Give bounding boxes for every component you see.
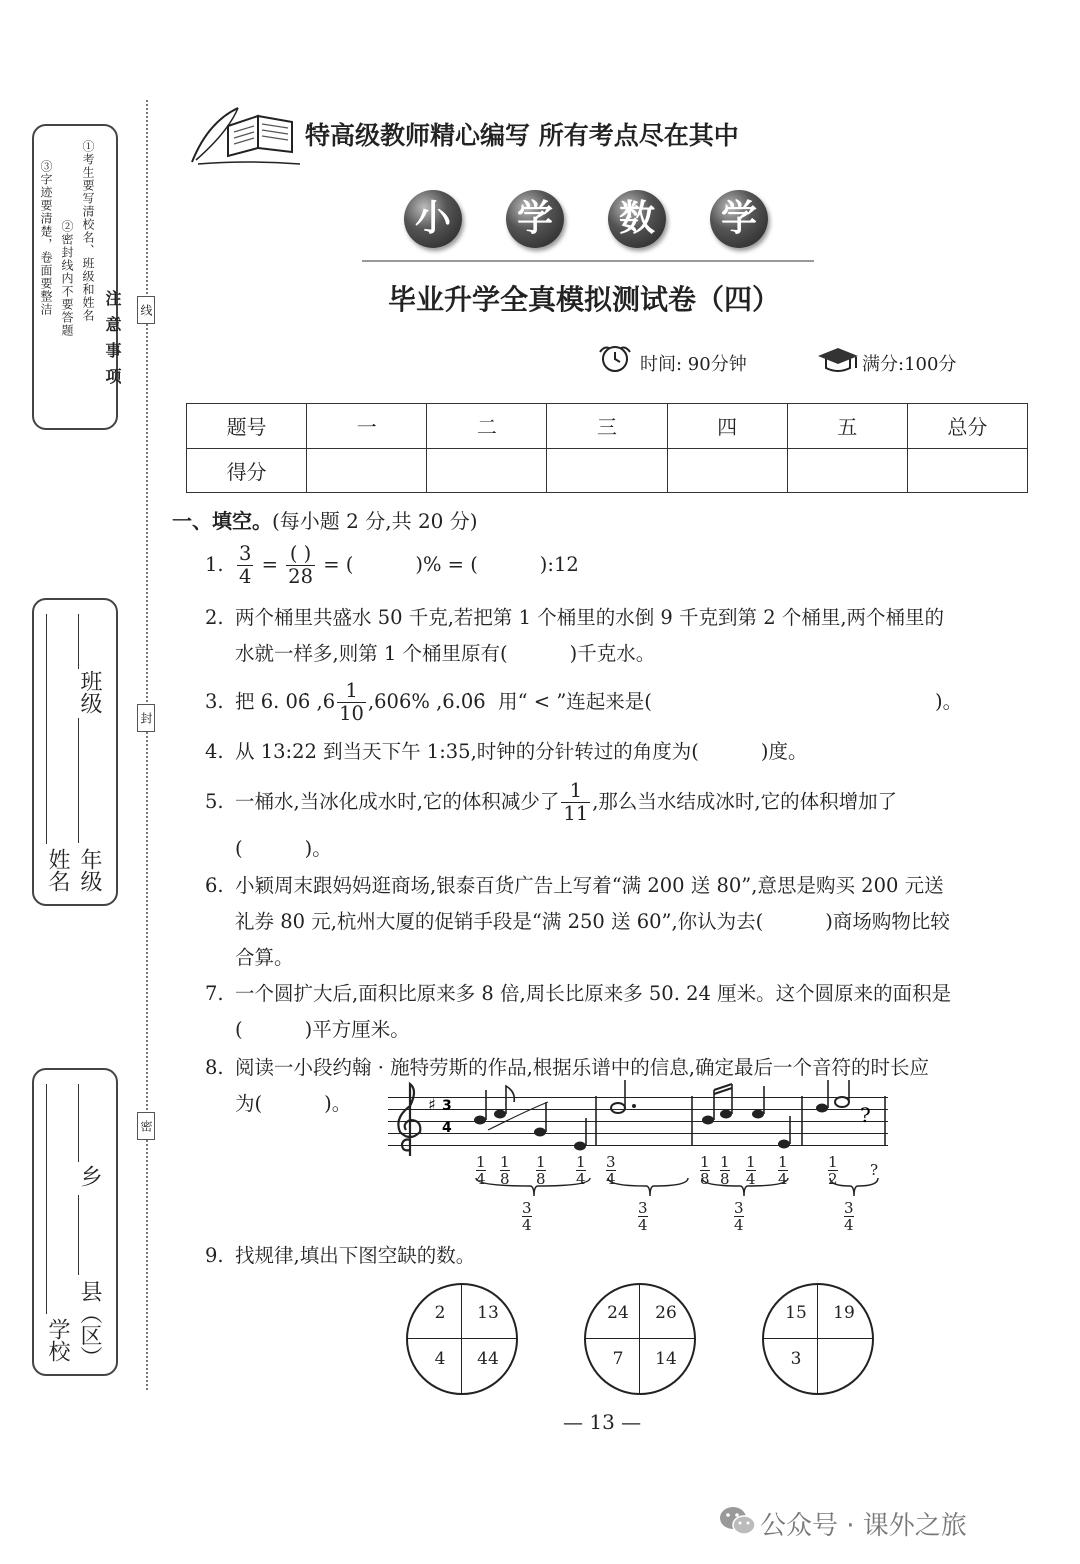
question-text: 找规律,填出下图空缺的数。	[235, 1244, 476, 1267]
circle-cell: 26	[655, 1303, 677, 1323]
equals-sign: =	[261, 553, 278, 576]
exam-full-score: 满分:100分	[862, 354, 957, 375]
question-text: 一个圆扩大后,面积比原来多 8 倍,周长比原来多 50. 24 厘米。这个圆原来的面积是	[235, 982, 952, 1005]
grade-label: 年级	[77, 848, 102, 892]
score-table-header-row	[187, 404, 1028, 449]
circle-cell: 2	[434, 1303, 446, 1323]
question-3	[205, 680, 1045, 725]
circle-cell: 13	[477, 1303, 499, 1323]
measure-total: 3 4	[844, 1199, 854, 1234]
circle-cell: 7	[612, 1349, 624, 1369]
score-table	[186, 403, 1028, 493]
class-field[interactable]	[78, 614, 79, 669]
seal-line	[146, 100, 148, 1390]
svg-text:4: 4	[442, 1120, 452, 1136]
question-text: 合算。	[235, 946, 294, 969]
note-duration: 1 4	[476, 1153, 486, 1188]
measure-total: 3 4	[638, 1199, 648, 1234]
subject-char-3: 数	[608, 190, 666, 248]
score-header-cell: 总分	[907, 404, 1027, 449]
question-number: 9.	[205, 1244, 224, 1267]
score-cell[interactable]	[307, 448, 427, 493]
seal-mark-xian: 线	[137, 296, 155, 324]
question-text: 两个桶里共盛水 50 千克,若把第 1 个桶里的水倒 9 千克到第 2 个桶里,两个桶里的	[235, 606, 945, 629]
exam-title: 毕业升学全真模拟测试卷（四）	[388, 283, 781, 316]
wechat-icon	[718, 1504, 758, 1538]
score-header-cell: 四	[667, 404, 787, 449]
notice-label: 注意事项	[103, 290, 122, 394]
fraction: $\frac{1}{11}$	[563, 779, 589, 825]
score-header-cell: 题号	[187, 404, 307, 449]
note-duration: 1 8	[700, 1153, 710, 1188]
score-header-cell: 一	[307, 404, 427, 449]
notice-item-2: ②密封线内不要答题	[60, 220, 74, 337]
score-cell[interactable]	[907, 448, 1027, 493]
circle-cell: 3	[790, 1349, 802, 1369]
circle-cell: 4	[434, 1349, 446, 1369]
county-school-box	[32, 1068, 118, 1376]
question-1-rest: = ( )% = ( ):12	[323, 553, 579, 576]
note-duration: 1 4	[778, 1153, 788, 1188]
score-header-cell: 三	[547, 404, 667, 449]
question-text: 水就一样多,则第 1 个桶里原有( )千克水。	[235, 642, 656, 665]
note-duration: 3 4	[606, 1153, 616, 1188]
question-text: ,那么当水结成冰时,它的体积增加了	[592, 790, 898, 813]
measure-total: 3 4	[734, 1199, 744, 1234]
graduation-cap-icon	[816, 346, 860, 374]
township-label: 乡	[77, 1165, 102, 1187]
question-5	[205, 780, 1045, 867]
score-header-cell: 二	[427, 404, 547, 449]
note-duration-unknown: ?	[870, 1161, 879, 1179]
seal-mark-feng: 封	[137, 704, 155, 732]
question-2	[205, 600, 1045, 672]
pattern-circle-3	[762, 1283, 874, 1395]
answer-blank-fraction[interactable]: $\frac{( )}{28}$	[288, 542, 313, 588]
question-text: 为( )。	[235, 1092, 352, 1115]
question-number: 2.	[205, 606, 224, 629]
circle-cell: 24	[607, 1303, 629, 1323]
section-title-label: 一、填空。	[172, 509, 272, 533]
note-duration: 1 8	[500, 1153, 510, 1188]
class-label: 班级	[77, 670, 102, 714]
header-slogan: 特高级教师精心编写 所有考点尽在其中	[305, 121, 739, 150]
notice-item-3: ③字迹要清楚，卷面要整洁	[39, 160, 53, 316]
subject-char-4: 学	[710, 190, 768, 248]
question-number: 3.	[205, 690, 224, 713]
school-label: 学校	[45, 1318, 70, 1362]
subject-char-1: 小	[404, 190, 462, 248]
question-number: 7.	[205, 982, 224, 1005]
book-quill-icon	[188, 102, 303, 166]
svg-text:3: 3	[442, 1098, 452, 1114]
footer-watermark: 公众号 · 课外之旅	[760, 1511, 967, 1541]
grade-class-name-box	[32, 598, 118, 906]
clock-icon	[596, 344, 634, 374]
score-row-label: 得分	[187, 448, 307, 493]
question-1	[205, 543, 1045, 588]
question-number: 6.	[205, 874, 224, 897]
question-9	[205, 1238, 1045, 1274]
note-duration: 1 2	[828, 1153, 838, 1188]
svg-text:♯: ♯	[428, 1095, 436, 1114]
question-text: ( )平方厘米。	[235, 1018, 410, 1041]
question-text: 阅读一小段约翰 · 施特劳斯的作品,根据乐谱中的信息,确定最后一个音符的时长应	[235, 1056, 929, 1079]
measure-braces	[470, 1176, 890, 1200]
question-number: 5.	[205, 790, 224, 813]
seal-mark-mi: 密	[137, 1112, 155, 1140]
exam-time: 时间: 90分钟	[640, 354, 747, 375]
score-cell[interactable]	[787, 448, 907, 493]
township-field[interactable]	[78, 1084, 79, 1162]
county-field[interactable]	[78, 1195, 79, 1275]
question-text: ,606% ,6.0̇6̇ 用“ < ”连起来是(	[367, 690, 652, 713]
score-header-cell: 五	[787, 404, 907, 449]
score-cell[interactable]	[547, 448, 667, 493]
pattern-circle-1	[406, 1283, 518, 1395]
question-text-end: )。	[935, 690, 963, 713]
question-7	[205, 976, 1045, 1048]
grade-field[interactable]	[78, 718, 79, 843]
question-4	[205, 734, 1045, 770]
score-cell[interactable]	[667, 448, 787, 493]
note-duration: 1 8	[536, 1153, 546, 1188]
score-table-score-row	[187, 448, 1028, 493]
question-number: 1.	[205, 553, 224, 576]
circle-cell: 19	[833, 1303, 855, 1323]
question-6	[205, 868, 1045, 976]
question-text: 礼券 80 元,杭州大厦的促销手段是“满 250 送 60”,你认为去( )商场购物比较	[235, 910, 950, 933]
school-field[interactable]	[46, 1084, 47, 1314]
county-label: 县（区）	[77, 1280, 102, 1368]
music-notation-icon	[388, 1080, 888, 1160]
header-divider	[362, 260, 814, 262]
question-text: 从 13:22 到当天下午 1:35,时钟的分针转过的角度为( )度。	[235, 740, 808, 763]
name-field[interactable]	[46, 614, 47, 844]
note-duration: 1 4	[746, 1153, 756, 1188]
note-duration: 1 8	[720, 1153, 730, 1188]
question-number: 4.	[205, 740, 224, 763]
name-label: 姓名	[45, 848, 70, 892]
question-text: 把 6. 06̇ ,6	[235, 690, 336, 713]
question-text: 一桶水,当冰化成水时,它的体积减少了	[235, 790, 560, 813]
question-text: 小颖周末跟妈妈逛商场,银泰百货广告上写着“满 200 送 80”,意思是购买 200 元送	[235, 874, 944, 897]
notice-item-1: ①考生要写清校名、班级和姓名	[81, 140, 95, 322]
section-title	[172, 505, 478, 534]
fraction: $\frac{3}{4}$	[239, 542, 252, 588]
section-title-note: (每小题 2 分,共 20 分)	[272, 509, 478, 533]
question-text: ( )。	[235, 837, 332, 860]
circle-answer-blank[interactable]	[824, 1349, 864, 1371]
circle-cell: 44	[477, 1349, 499, 1369]
score-cell[interactable]	[427, 448, 547, 493]
svg-text:?: ?	[860, 1103, 871, 1127]
page-number: — 13 —	[563, 1410, 642, 1434]
notice-box	[32, 124, 122, 430]
circle-cell: 15	[785, 1303, 807, 1323]
circle-cell: 14	[655, 1349, 677, 1369]
note-duration: 1 4	[576, 1153, 586, 1188]
question-number: 8.	[205, 1056, 224, 1079]
pattern-circle-2	[584, 1283, 696, 1395]
fraction: $\frac{1}{10}$	[339, 679, 364, 725]
subject-char-2: 学	[506, 190, 564, 248]
measure-total: 3 4	[522, 1199, 532, 1234]
